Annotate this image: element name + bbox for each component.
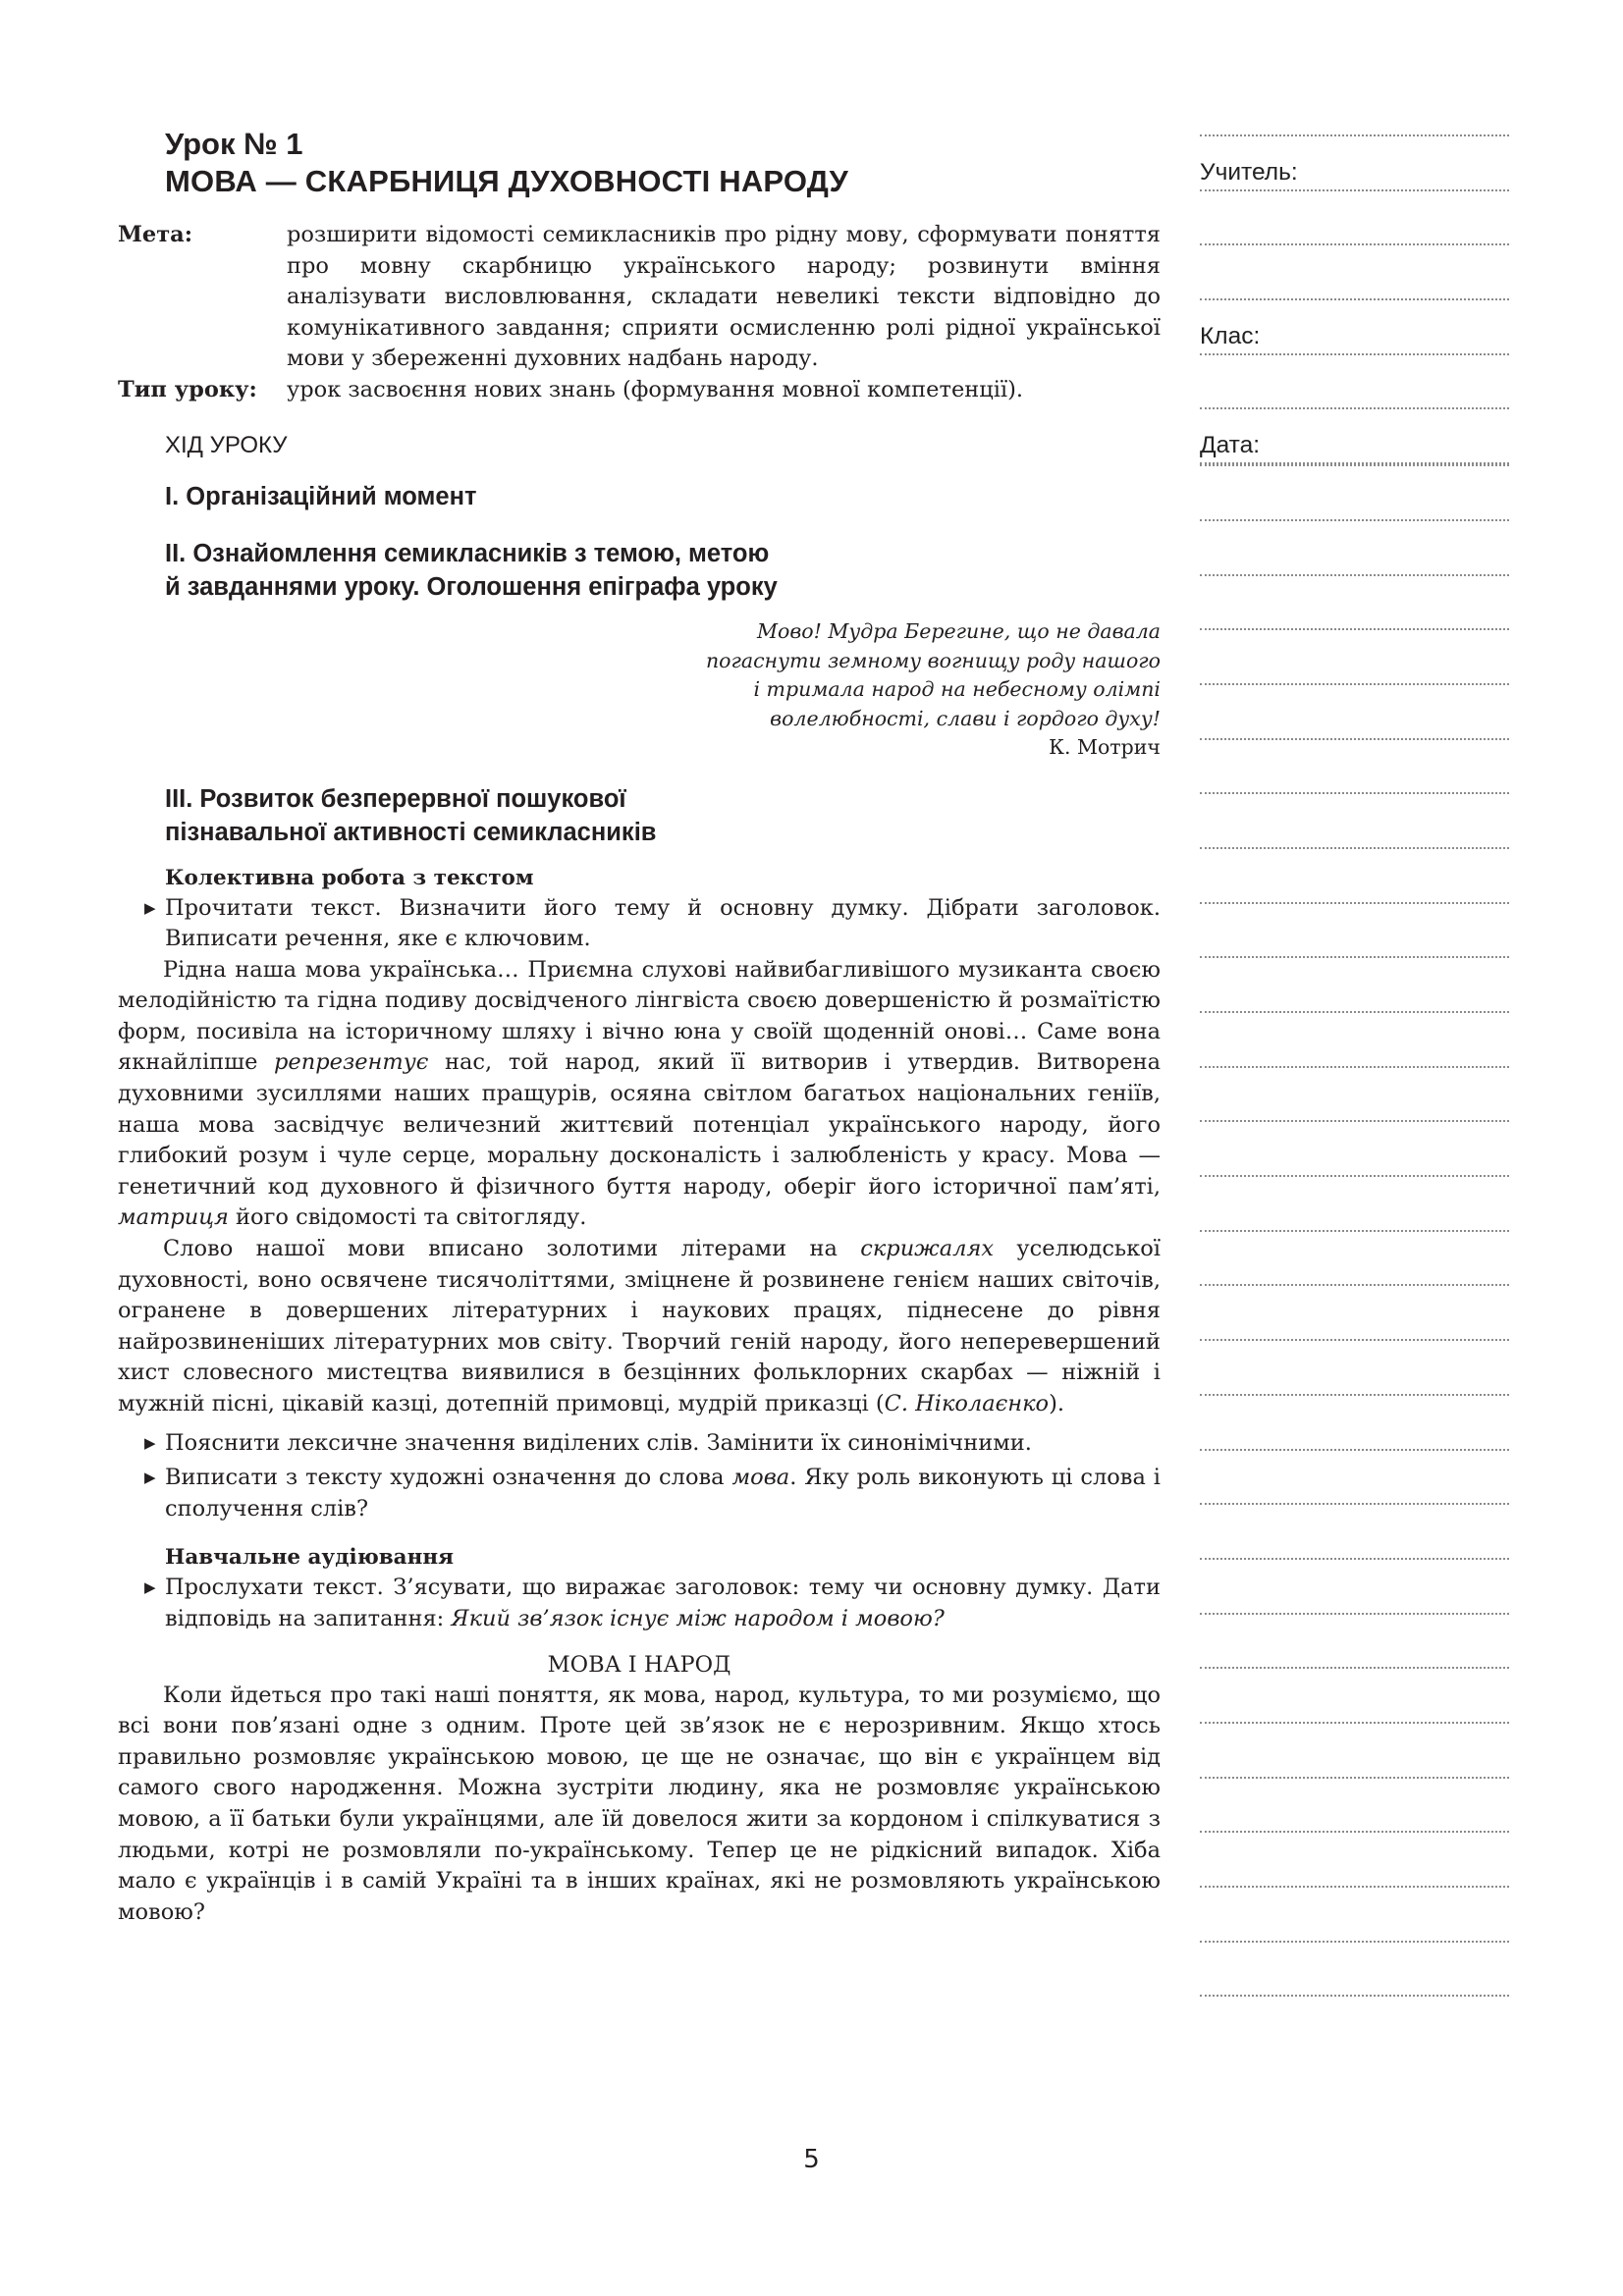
page-number: 5	[803, 2145, 820, 2174]
note-line[interactable]	[1200, 1451, 1509, 1506]
note-line[interactable]	[1200, 1560, 1509, 1615]
class-label: Клас:	[1200, 322, 1261, 349]
teacher-notes-sidebar	[1200, 134, 1509, 1997]
note-line[interactable]	[1200, 466, 1509, 521]
paragraph-text: Рідна наша мова українська… Приємна слухові найвибагливішого музиканта своєю мелодійністю та гідна подиву досвідченого лінгвіста своєю довершеністю й розмаїтістю форм, посивіла на історичному шляху і вічно юна у своїй щоденній онові… Саме вона якнайліпше	[118, 956, 1161, 1076]
epigraph	[118, 617, 1161, 763]
note-line[interactable]	[1200, 1505, 1509, 1560]
note-line[interactable]	[1200, 521, 1509, 576]
lesson-type-text: урок засвоєння нових знань (формування мовної компетенції).	[287, 376, 1024, 402]
note-line[interactable]	[1200, 245, 1509, 300]
section-heading-1: I. Організаційний момент	[165, 483, 477, 510]
section-heading-2	[165, 537, 1161, 604]
paragraph-text: нас, той народ, який її витворив і утвердив. Витворена духовними зусиллями наших пращурів, осяяна світлом багатьох національних геніїв, наша мова засвідчує величезний життєвий потенціал українського народу, його глибокий розум і чуле серце, моральну досконалість і залюбленість у красу. Мова — генетичний код духовного й фізичного буття народу, оберіг його історичної пам’яті,	[118, 1049, 1161, 1200]
task-item	[118, 893, 1161, 955]
lesson-type-label: Тип уроку:	[118, 376, 257, 402]
note-line[interactable]	[1200, 1888, 1509, 1943]
note-line[interactable]	[1200, 576, 1509, 631]
note-line[interactable]	[1200, 1724, 1509, 1779]
note-line[interactable]	[1200, 355, 1509, 410]
task-text: Виписати з тексту художні означення до слова	[165, 1465, 732, 1491]
section-heading-3-line-1: III. Розвиток безперервної пошукової	[165, 784, 626, 813]
task-text: . Яку роль виконують ці слова і сполучення слів?	[165, 1465, 1161, 1522]
subsection-title-listening: Навчальне аудіювання	[165, 1545, 454, 1571]
note-line[interactable]	[1200, 1341, 1509, 1396]
goal-row	[118, 220, 1161, 375]
question-text: Який зв’язок існує між народом і мовою?	[451, 1605, 945, 1631]
note-line[interactable]	[1200, 1396, 1509, 1451]
section-heading-2-line-2: й завданнями уроку. Оголошення епіграфа уроку	[165, 573, 778, 601]
note-line[interactable]	[1200, 794, 1509, 849]
section-heading-3-line-2: пізнавальної активності семикласників	[165, 818, 657, 846]
goal-label: Мета:	[118, 222, 193, 247]
subsection-title-collective-work: Колективна робота з текстом	[165, 865, 534, 890]
epigraph-line: погаснути земному вогнищу роду нашого	[705, 648, 1161, 672]
task-item	[118, 1463, 1161, 1524]
paragraph-text: ).	[1049, 1391, 1065, 1416]
note-line[interactable]	[1200, 1068, 1509, 1123]
triangle-bullet-icon: ▶	[144, 898, 156, 917]
highlighted-word: мова	[731, 1465, 790, 1491]
section-heading-2-line-1: II. Ознайомлення семикласників з темою, метою	[165, 540, 770, 567]
highlighted-word: скрижалях	[860, 1236, 995, 1262]
note-line[interactable]	[1200, 1122, 1509, 1177]
lesson-content	[118, 126, 1161, 1928]
teacher-label: Учитель:	[1200, 158, 1298, 186]
epigraph-author: К. Мотрич	[1049, 735, 1161, 759]
note-line[interactable]	[1200, 1669, 1509, 1724]
author-citation: С. Ніколаєнко	[884, 1391, 1050, 1416]
epigraph-line: волелюбності, слави і гордого духу!	[770, 706, 1161, 730]
date-label: Дата:	[1200, 432, 1261, 459]
epigraph-line: і тримала народ на небесному олімпі	[753, 677, 1161, 701]
triangle-bullet-icon: ▶	[144, 1468, 156, 1487]
text-paragraph	[118, 955, 1161, 1234]
paragraph-text: його свідомості та світогляду.	[228, 1204, 587, 1231]
task-text: Прослухати текст. З’ясувати, що виражає заголовок: тему чи основну думку. Дати відповідь на запитання:	[165, 1575, 1161, 1631]
triangle-bullet-icon: ▶	[144, 1578, 156, 1597]
section-heading-3	[165, 782, 1161, 849]
triangle-bullet-icon: ▶	[144, 1433, 156, 1452]
paragraph-text: уселюдської духовності, воно освячене тисячоліттями, зміцнене й розвинене генієм наших світочів, огранене в довершених літературних і наукових працях, піднесене до рівня найрозвиненіших літературних мов світу. Творчий геній народу, його неперевершений хист словесного мистецтва виявилися в безцінних фольклорних скарбах — ніжній і мужній пісні, цікавій казці, дотепній примовці, мудрій приказці (	[118, 1236, 1161, 1416]
date-field[interactable]	[1200, 409, 1509, 464]
note-line[interactable]	[1200, 1013, 1509, 1068]
highlighted-word: матриця	[118, 1204, 229, 1231]
goal-text: розширити відомості семикласників про рідну мову, сформувати поняття про мовну скарбницю українського народу; розвинути вміння аналізувати висловлювання, складати невеликі тексти відповідно до комунікативного завдання; сприяти осмисленню ролі рідної української мови у збереженні духовних надбань народу.	[287, 222, 1161, 371]
lesson-flow-label: ХІД УРОКУ	[165, 432, 288, 458]
paragraph-text: Слово нашої мови вписано золотими літерами на	[163, 1236, 861, 1262]
lesson-number: Урок № 1	[165, 127, 303, 161]
text-paragraph	[118, 1234, 1161, 1420]
class-field[interactable]	[1200, 300, 1509, 355]
note-line[interactable]	[1200, 958, 1509, 1013]
text-paragraph: Коли йдеться про такі наші поняття, як мова, народ, культура, то ми розуміємо, що всі вони пов’язані одне з одним. Проте цей зв’язок не є нерозривним. Якщо хтось правильно розмовляє українською мовою, це ще не означає, що він є українцем від самого свого народження. Можна зустріти людину, яка не розмовляє українською мовою, а її батьки були українцями, але їй довелося жити за кордоном і спілкуватися з людьми, котрі не розмовляли по-українському. Тепер це не рідкісний випадок. Хіба мало є українців і в самій Україні та в інших країнах, які не розмовляють українською мовою?	[118, 1682, 1161, 1925]
lesson-type-row	[118, 375, 1161, 406]
note-lines	[1200, 464, 1509, 1997]
note-line[interactable]	[1200, 740, 1509, 795]
task-item	[118, 1573, 1161, 1634]
highlighted-word: репрезентує	[274, 1049, 429, 1076]
note-line[interactable]	[1200, 1232, 1509, 1287]
task-text: Пояснити лексичне значення виділених слів. Замінити їх синонімічними.	[165, 1429, 1032, 1456]
note-line[interactable]	[1200, 1943, 1509, 1998]
note-line[interactable]	[1200, 1779, 1509, 1834]
text-title: МОВА І НАРОД	[547, 1651, 731, 1678]
note-line[interactable]	[1200, 1177, 1509, 1232]
lesson-title: МОВА — СКАРБНИЦЯ ДУХОВНОСТІ НАРОДУ	[165, 164, 848, 198]
note-line[interactable]	[1200, 849, 1509, 904]
epigraph-line: Мово! Мудра Берегине, що не давала	[757, 619, 1161, 643]
task-item	[118, 1428, 1161, 1460]
note-line[interactable]	[1200, 630, 1509, 685]
note-line[interactable]	[1200, 685, 1509, 740]
note-line[interactable]	[1200, 1286, 1509, 1341]
note-line[interactable]	[1200, 1615, 1509, 1670]
task-text: Прочитати текст. Визначити його тему й основну думку. Дібрати заголовок. Виписати речення, яке є ключовим.	[165, 894, 1161, 952]
note-line[interactable]	[1200, 191, 1509, 246]
note-line[interactable]	[1200, 1833, 1509, 1888]
note-line[interactable]	[1200, 904, 1509, 959]
teacher-field[interactable]	[1200, 136, 1509, 191]
